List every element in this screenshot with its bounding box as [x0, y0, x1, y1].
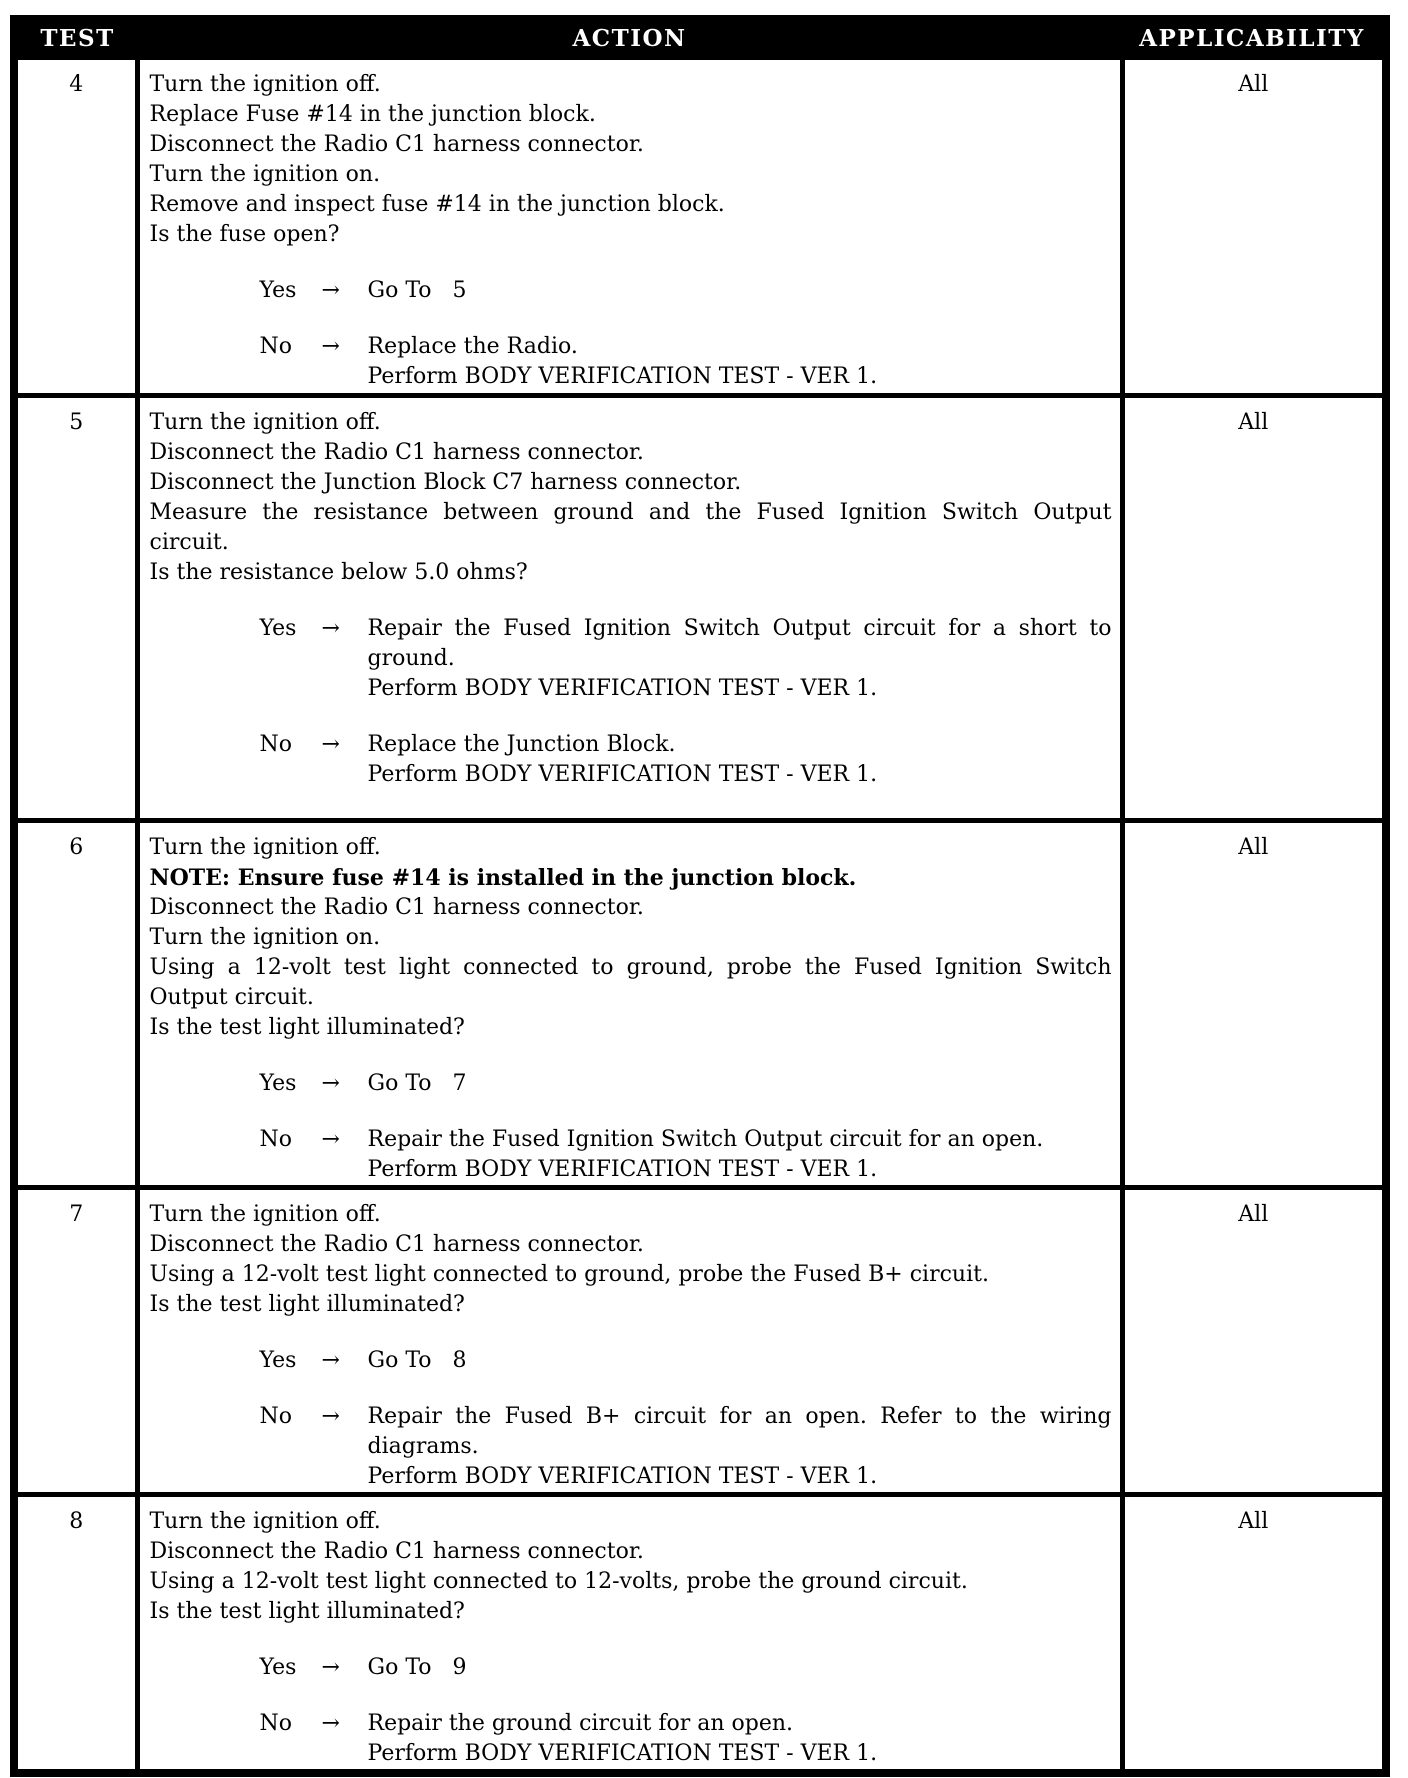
action-step: Disconnect the Radio C1 harness connector.: [149, 1231, 644, 1257]
applicability-cell: [1122, 57, 1386, 395]
right-arrow-icon: →: [321, 731, 340, 757]
test-number: 7: [69, 1201, 84, 1227]
decision-yes: [260, 1653, 1112, 1683]
right-arrow-icon: →: [321, 1710, 340, 1736]
test-number-cell: [14, 57, 137, 395]
action-note: NOTE: Ensure fuse #14 is installed in the junction block.: [149, 864, 857, 891]
table-row: [14, 1187, 1386, 1494]
action-question: Is the resistance below 5.0 ohms?: [149, 559, 528, 585]
applicability-cell: [1122, 395, 1386, 820]
decision-result-line: Repair the Fused B+ circuit for an open. Refer to the wiring diagrams.: [367, 1403, 1119, 1459]
decision-result: [367, 614, 1119, 704]
test-number: 6: [69, 834, 84, 860]
action-step: Using a 12-volt test light connected to 12-volts, probe the ground circuit.: [149, 1568, 968, 1594]
decision-label: Yes: [259, 1070, 297, 1096]
decision-no: [260, 1709, 1112, 1769]
action-question: Is the test light illuminated?: [149, 1014, 465, 1040]
decision-result: [368, 730, 1112, 790]
decision-label: No: [259, 1403, 292, 1429]
right-arrow-icon: →: [321, 1126, 340, 1152]
action-step: Disconnect the Radio C1 harness connector.: [149, 894, 644, 920]
action-step: Disconnect the Junction Block C7 harness connector.: [149, 469, 742, 495]
decision-result-line: Perform BODY VERIFICATION TEST - VER 1.: [367, 363, 878, 389]
action-step: Turn the ignition off.: [149, 409, 381, 435]
table-row: [14, 57, 1386, 395]
action-step: Turn the ignition off.: [149, 1508, 381, 1534]
decision-no: [259, 1402, 1119, 1492]
decision-result: [368, 1125, 1112, 1185]
action-step: Turn the ignition off.: [149, 1201, 381, 1227]
action-cell: [137, 1187, 1122, 1494]
decision-result: [368, 1346, 1112, 1376]
action-step: Measure the resistance between ground and the Fused Ignition Switch Output circuit.: [149, 499, 1112, 555]
header-action: ACTION: [137, 19, 1122, 57]
right-arrow-icon: →: [321, 1070, 340, 1096]
test-number-cell: [14, 820, 137, 1187]
applicability-value: All: [1238, 834, 1269, 860]
decision-result: [368, 276, 1112, 306]
decision-result-line: Go To 5: [367, 277, 467, 303]
applicability-cell: [1122, 1494, 1386, 1773]
decision-result: [368, 1653, 1112, 1683]
decision-result-line: Perform BODY VERIFICATION TEST - VER 1.: [367, 1740, 878, 1766]
action-question: Is the test light illuminated?: [149, 1598, 465, 1624]
decision-yes: [260, 276, 1112, 306]
test-number-cell: [14, 395, 137, 820]
decision-label: No: [259, 1710, 292, 1736]
action-step: Remove and inspect fuse #14 in the junction block.: [149, 191, 725, 217]
decision-result: [368, 1709, 1112, 1769]
decision-result-line: Go To 8: [367, 1347, 467, 1373]
decision-no: [260, 332, 1112, 392]
applicability-value: All: [1238, 1201, 1269, 1227]
decision-result: [368, 1069, 1112, 1099]
decision-yes: [259, 614, 1119, 704]
test-number: 5: [69, 409, 84, 435]
decision-result: [367, 1402, 1119, 1492]
table-header-row: [14, 19, 1386, 57]
action-step: Disconnect the Radio C1 harness connector.: [149, 1538, 644, 1564]
decision-no: [260, 730, 1112, 790]
action-step: Disconnect the Radio C1 harness connector.: [149, 131, 644, 157]
action-cell: [137, 395, 1122, 820]
decision-label: No: [259, 333, 292, 359]
action-question: Is the test light illuminated?: [149, 1291, 465, 1317]
decision-result-line: Go To 7: [367, 1070, 467, 1096]
action-question: Is the fuse open?: [149, 221, 340, 247]
table-row: [14, 1494, 1386, 1773]
right-arrow-icon: →: [321, 615, 340, 641]
applicability-value: All: [1238, 71, 1269, 97]
header-test: TEST: [14, 19, 137, 57]
right-arrow-icon: →: [321, 1347, 340, 1373]
action-step: Turn the ignition on.: [149, 924, 381, 950]
table-row: [14, 820, 1386, 1187]
test-number-cell: [14, 1187, 137, 1494]
action-step: Using a 12-volt test light connected to ground, probe the Fused B+ circuit.: [149, 1261, 989, 1287]
applicability-value: All: [1238, 1508, 1269, 1534]
right-arrow-icon: →: [321, 333, 340, 359]
decision-result-line: Repair the ground circuit for an open.: [367, 1710, 794, 1736]
action-step: Turn the ignition off.: [149, 834, 381, 860]
decision-label: No: [259, 731, 292, 757]
action-step: Turn the ignition on.: [149, 161, 381, 187]
action-step: Disconnect the Radio C1 harness connector.: [149, 439, 644, 465]
test-number-cell: [14, 1494, 137, 1773]
decision-result-line: Replace the Junction Block.: [367, 731, 676, 757]
action-step: Replace Fuse #14 in the junction block.: [149, 101, 596, 127]
decision-label: No: [259, 1126, 292, 1152]
action-cell: [137, 57, 1122, 395]
decision-result-line: Perform BODY VERIFICATION TEST - VER 1.: [367, 675, 878, 701]
decision-label: Yes: [259, 1654, 297, 1680]
decision-result: [368, 332, 1112, 392]
decision-no: [260, 1125, 1112, 1185]
diagnostic-test-table: [10, 15, 1390, 1777]
decision-label: Yes: [259, 1347, 297, 1373]
decision-result-line: Repair the Fused Ignition Switch Output circuit for an open.: [367, 1126, 1044, 1152]
decision-result-line: Perform BODY VERIFICATION TEST - VER 1.: [367, 1156, 878, 1182]
decision-result-line: Perform BODY VERIFICATION TEST - VER 1.: [367, 1463, 878, 1489]
header-applicability: APPLICABILITY: [1122, 19, 1386, 57]
test-number: 4: [69, 71, 84, 97]
decision-yes: [260, 1069, 1112, 1099]
right-arrow-icon: →: [321, 277, 340, 303]
action-step: Turn the ignition off.: [149, 71, 381, 97]
right-arrow-icon: →: [321, 1654, 340, 1680]
action-cell: [137, 1494, 1122, 1773]
applicability-cell: [1122, 820, 1386, 1187]
table-row: [14, 395, 1386, 820]
action-step: Using a 12-volt test light connected to ground, probe the Fused Ignition Switch Output circuit.: [149, 954, 1112, 1010]
applicability-value: All: [1238, 409, 1269, 435]
decision-label: Yes: [259, 277, 297, 303]
test-number: 8: [69, 1508, 84, 1534]
decision-yes: [260, 1346, 1112, 1376]
decision-result-line: Repair the Fused Ignition Switch Output circuit for a short to ground.: [367, 615, 1119, 671]
applicability-cell: [1122, 1187, 1386, 1494]
decision-result-line: Go To 9: [367, 1654, 467, 1680]
decision-label: Yes: [259, 615, 297, 641]
decision-result-line: Replace the Radio.: [367, 333, 578, 359]
right-arrow-icon: →: [321, 1403, 340, 1429]
decision-result-line: Perform BODY VERIFICATION TEST - VER 1.: [367, 761, 878, 787]
action-cell: [137, 820, 1122, 1187]
